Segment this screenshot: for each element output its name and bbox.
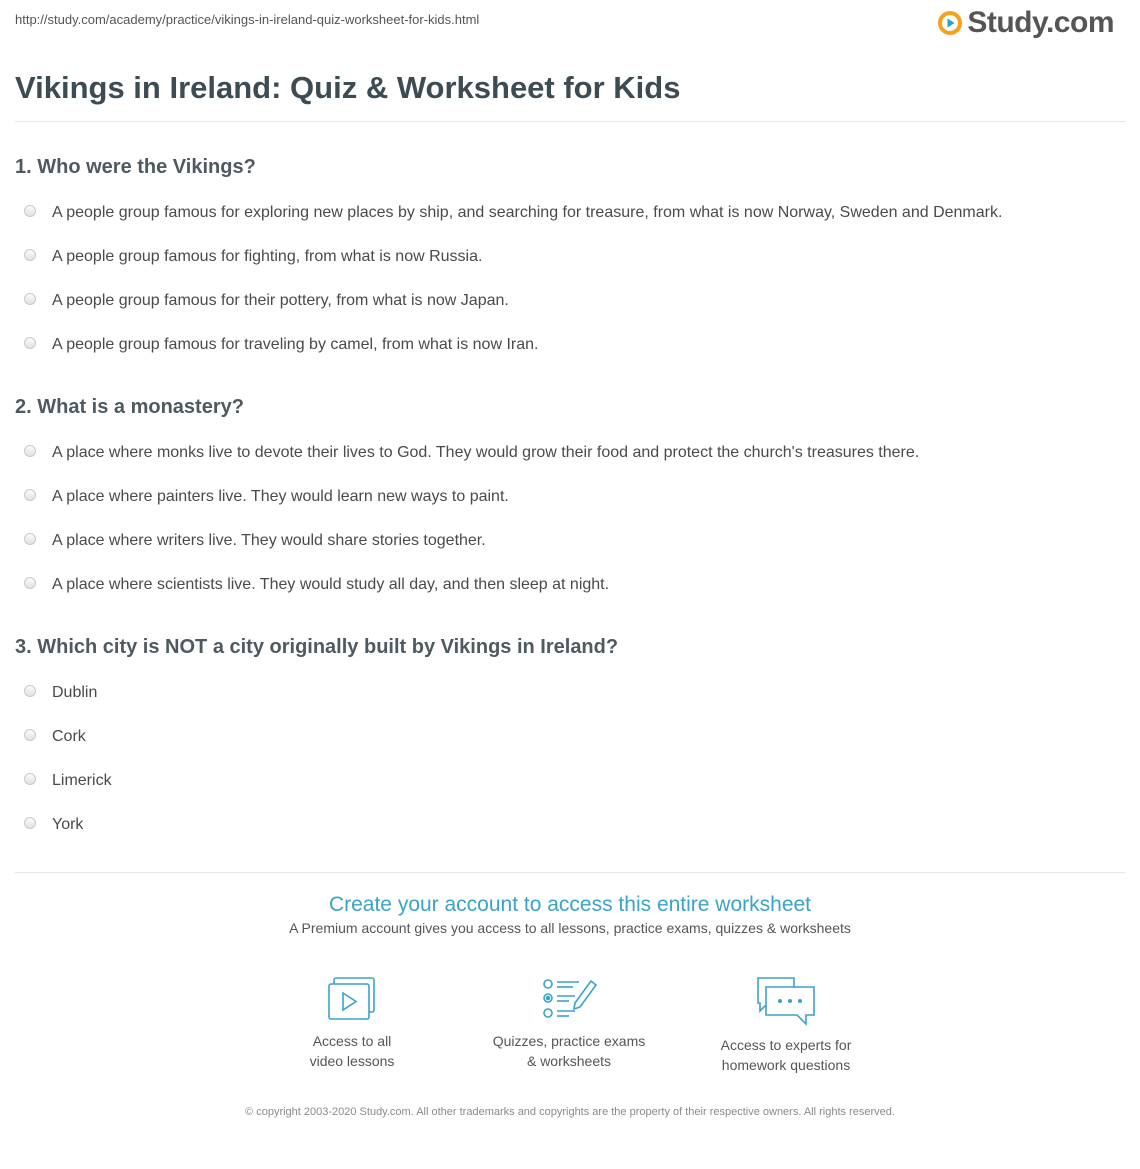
- answer-option[interactable]: [15, 529, 1125, 573]
- answer-text: A people group famous for exploring new places by ship, and searching for treasure, from what is now Norway, Sweden and Denmark.: [52, 204, 1003, 221]
- answer-option[interactable]: [15, 201, 1125, 245]
- section-divider: [15, 872, 1125, 873]
- feature-video-lessons: [252, 975, 452, 1071]
- answer-option[interactable]: [15, 573, 1125, 617]
- answer-text: York: [52, 816, 84, 833]
- title-divider: [15, 121, 1125, 122]
- answer-option[interactable]: [15, 813, 1125, 857]
- feature-list: [0, 975, 1140, 1085]
- question-title: 1. Who were the Vikings?: [15, 156, 256, 178]
- answer-option[interactable]: [15, 245, 1125, 289]
- answer-text: Limerick: [52, 772, 112, 789]
- radio-button[interactable]: [24, 489, 36, 501]
- answer-option[interactable]: [15, 441, 1125, 485]
- question-2: [15, 394, 1125, 617]
- answer-option[interactable]: [15, 725, 1125, 769]
- cta-subtitle: A Premium account gives you access to all lessons, practice exams, quizzes & worksheets: [289, 920, 851, 936]
- study-logo[interactable]: [937, 6, 1114, 40]
- quiz-checklist-icon: [539, 975, 599, 1023]
- answer-text: A place where scientists live. They would study all day, and then sleep at night.: [52, 576, 610, 593]
- answer-option[interactable]: [15, 769, 1125, 813]
- create-account-link[interactable]: Create your account to access this entire worksheet: [328, 893, 812, 916]
- play-logo-icon: [937, 10, 963, 36]
- answer-text: A people group famous for fighting, from what is now Russia.: [52, 248, 483, 265]
- radio-button[interactable]: [24, 685, 36, 697]
- copyright-footer: © copyright 2003-2020 Study.com. All other trademarks and copyrights are the property of their respective owners. All rights reserved.: [245, 1106, 895, 1118]
- radio-button[interactable]: [24, 729, 36, 741]
- radio-button[interactable]: [24, 205, 36, 217]
- signup-cta: [0, 893, 1140, 936]
- radio-button[interactable]: [24, 249, 36, 261]
- question-1: [15, 154, 1125, 377]
- answer-text: Cork: [52, 728, 86, 745]
- answer-text: A people group famous for traveling by camel, from what is now Iran.: [52, 336, 539, 353]
- radio-button[interactable]: [24, 445, 36, 457]
- question-title: 3. Which city is NOT a city originally built by Vikings in Ireland?: [15, 636, 619, 658]
- radio-button[interactable]: [24, 773, 36, 785]
- feature-label: Access to all video lessons: [309, 1033, 395, 1069]
- answer-text: A place where writers live. They would share stories together.: [52, 532, 486, 549]
- radio-button[interactable]: [24, 817, 36, 829]
- answer-option[interactable]: [15, 485, 1125, 529]
- answer-option[interactable]: [15, 333, 1125, 377]
- answer-option[interactable]: [15, 681, 1125, 725]
- radio-button[interactable]: [24, 337, 36, 349]
- radio-button[interactable]: [24, 577, 36, 589]
- page-url: http://study.com/academy/practice/vikings-in-ireland-quiz-worksheet-for-kids.html: [15, 12, 480, 27]
- answer-text: A place where painters live. They would learn new ways to paint.: [52, 488, 509, 505]
- chat-bubbles-icon: [754, 975, 818, 1027]
- radio-button[interactable]: [24, 533, 36, 545]
- question-3: [15, 634, 1125, 857]
- feature-experts: [686, 975, 886, 1075]
- answer-text: A people group famous for their pottery, from what is now Japan.: [52, 292, 509, 309]
- feature-label: Quizzes, practice exams & worksheets: [492, 1033, 646, 1069]
- answer-option[interactable]: [15, 289, 1125, 333]
- feature-label: Access to experts for homework questions: [720, 1037, 852, 1073]
- page-title: Vikings in Ireland: Quiz & Worksheet for Kids: [15, 70, 681, 105]
- answer-text: A place where monks live to devote their lives to God. They would grow their food and protect the church's treasures there.: [52, 444, 920, 461]
- feature-quizzes: [469, 975, 669, 1071]
- brand-name: Study.com: [967, 6, 1114, 39]
- question-title: 2. What is a monastery?: [15, 396, 244, 418]
- answer-text: Dublin: [52, 684, 98, 701]
- radio-button[interactable]: [24, 293, 36, 305]
- video-lessons-icon: [324, 975, 380, 1023]
